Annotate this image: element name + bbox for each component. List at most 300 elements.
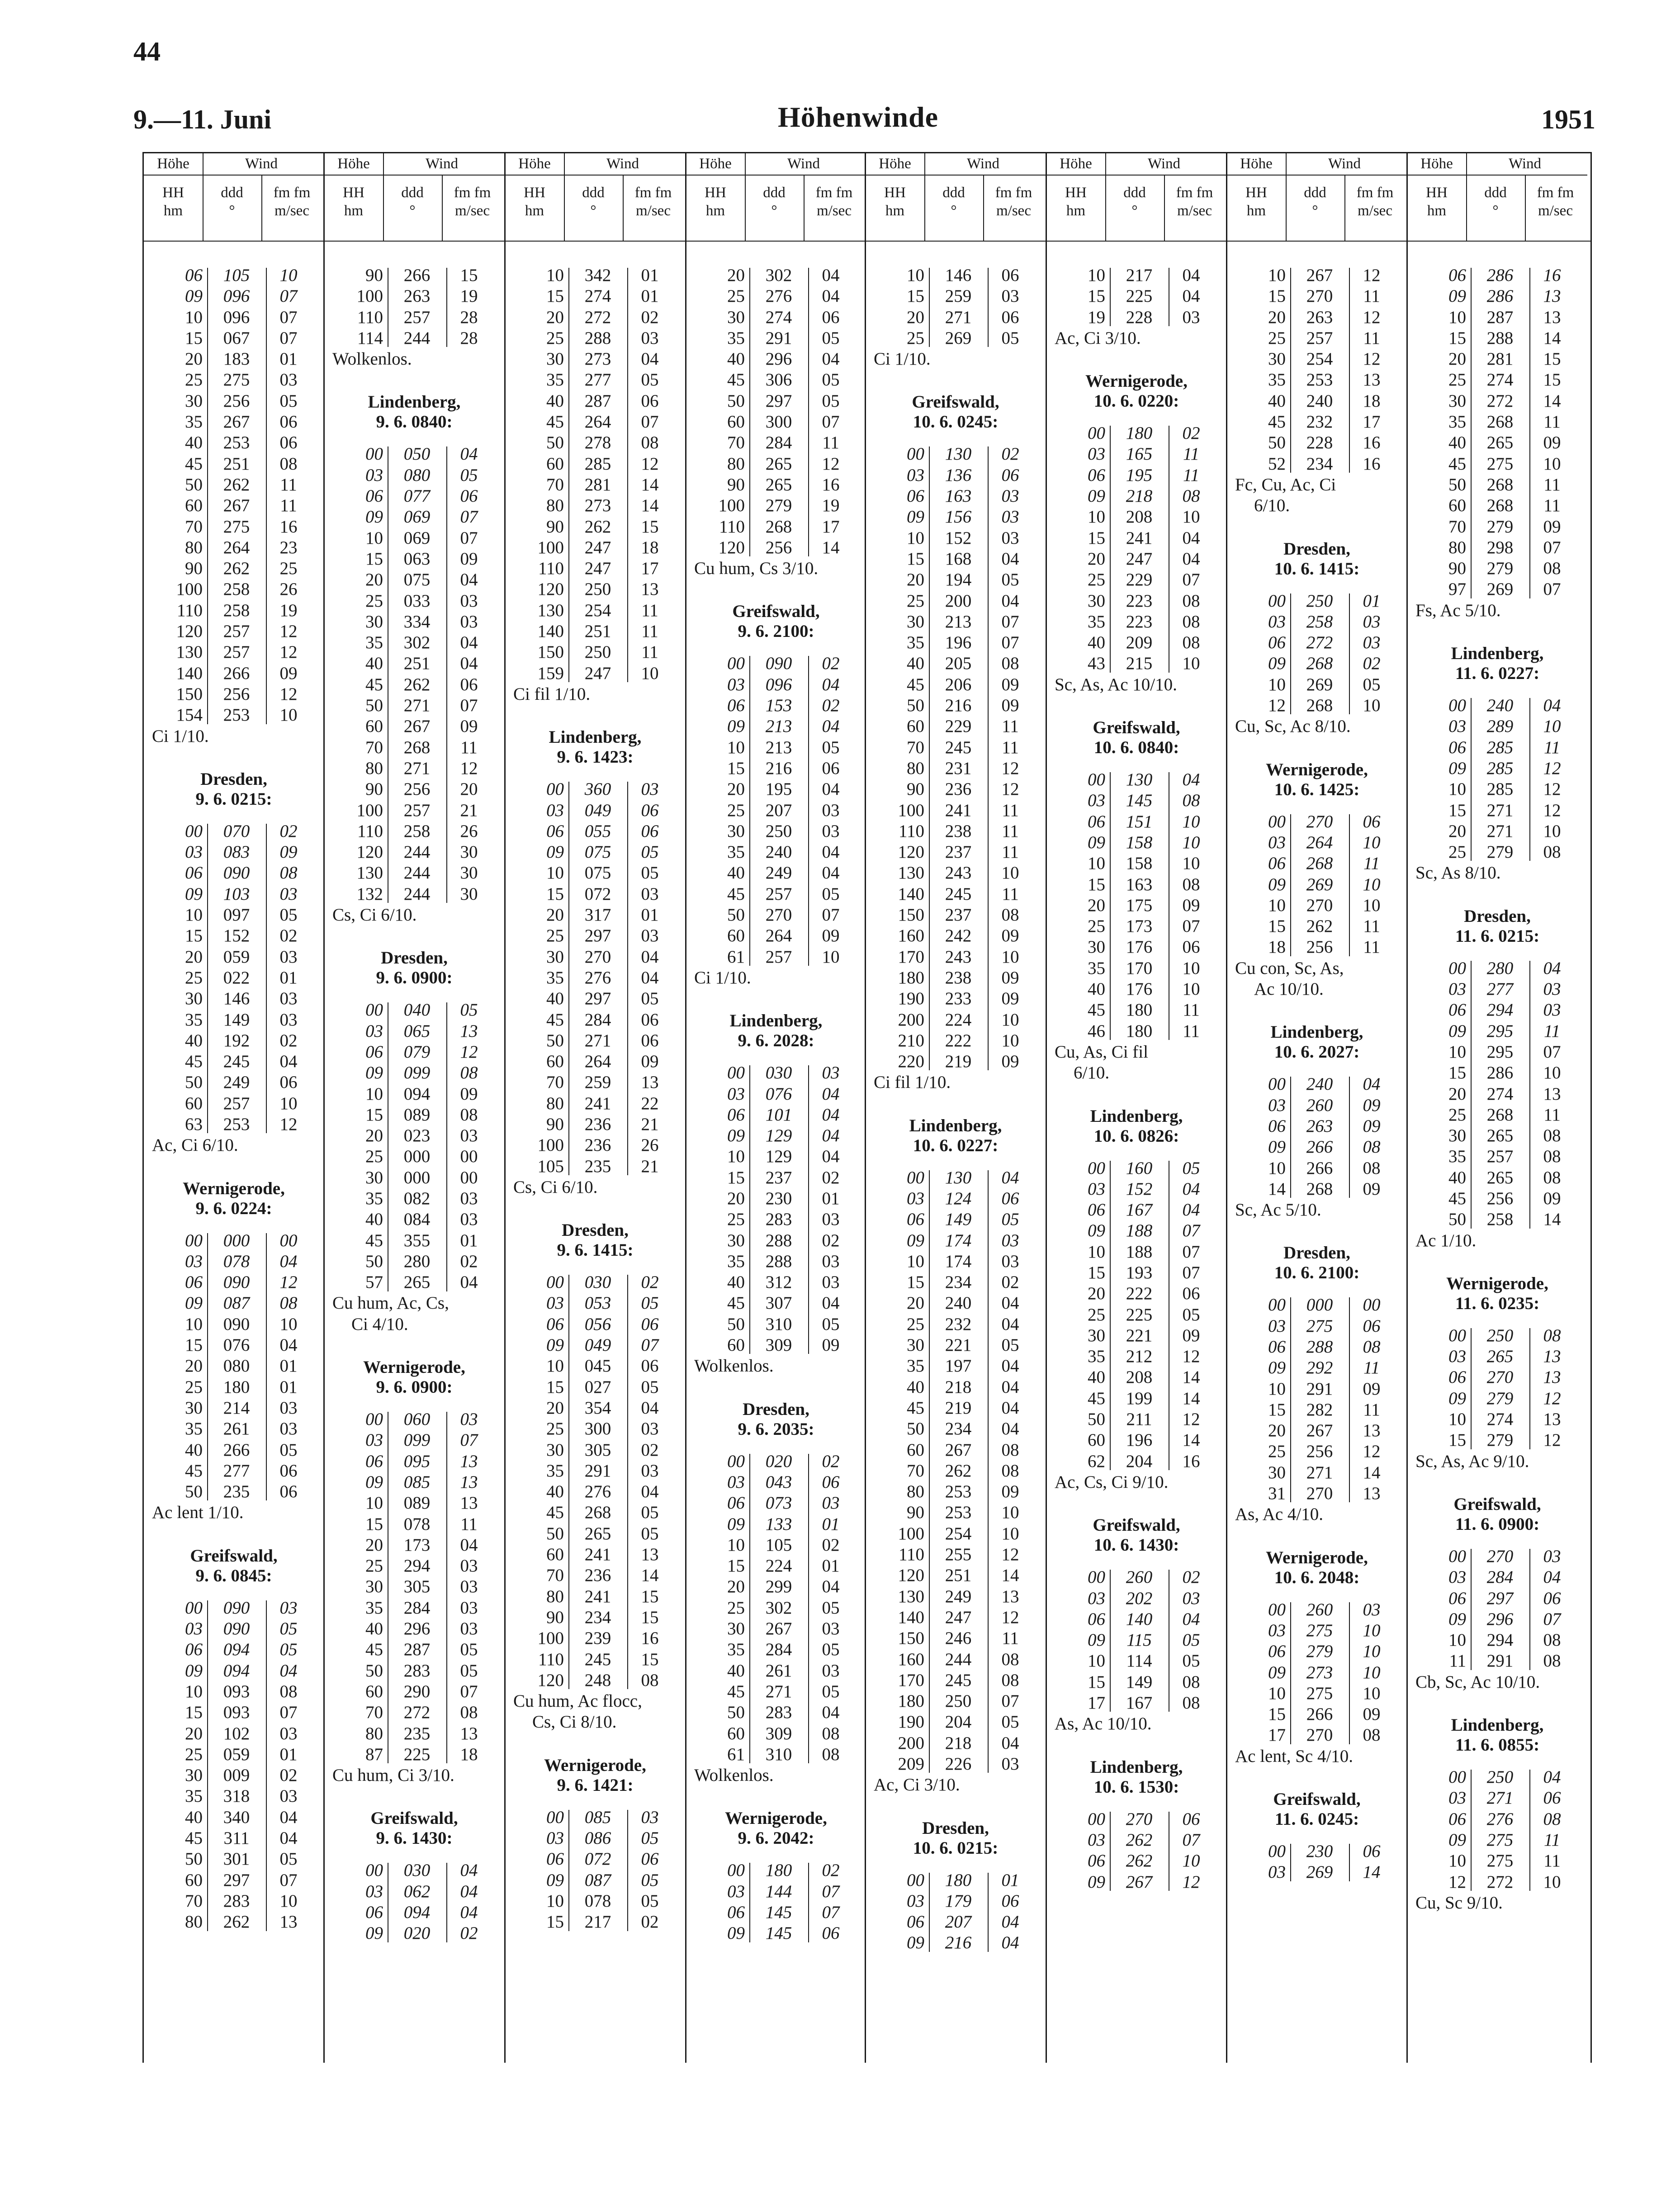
row-divider xyxy=(1290,814,1291,956)
height-value: 40 xyxy=(1268,391,1286,411)
table-row xyxy=(144,1010,324,1030)
height-value: 09 xyxy=(1088,1872,1105,1892)
table-row xyxy=(144,1314,324,1335)
height-value: 100 xyxy=(898,800,924,820)
height-value: 10 xyxy=(1448,307,1466,327)
height-value: 06 xyxy=(185,1272,203,1292)
speed-value: 06 xyxy=(641,1849,659,1869)
table-row xyxy=(1407,1609,1587,1630)
table-row xyxy=(144,1598,324,1619)
height-value: 52 xyxy=(1268,454,1286,474)
direction-value: 309 xyxy=(765,1723,792,1743)
height-value: 30 xyxy=(727,1619,745,1639)
height-value: 10 xyxy=(546,863,564,883)
direction-value: 283 xyxy=(765,1703,792,1723)
table-row xyxy=(866,307,1046,328)
speed-value: 13 xyxy=(1543,1410,1561,1429)
speed-value: 07 xyxy=(1182,1830,1200,1850)
table-row xyxy=(1227,432,1407,453)
row-divider xyxy=(1349,1297,1350,1502)
direction-value: 261 xyxy=(765,1661,792,1680)
height-value: 40 xyxy=(546,989,564,1009)
direction-value: 270 xyxy=(1306,286,1333,306)
row-divider xyxy=(749,1065,750,1354)
speed-value: 04 xyxy=(279,1807,298,1827)
direction-value: 249 xyxy=(765,863,792,883)
table-row xyxy=(1407,1188,1587,1209)
speed-value: 03 xyxy=(1001,507,1019,527)
direction-value: 247 xyxy=(945,1607,972,1627)
direction-value: 070 xyxy=(223,821,250,841)
speed-value: 04 xyxy=(1001,1293,1019,1313)
sounding-time: 10. 6. 0215: xyxy=(913,1838,999,1858)
speed-value: 06 xyxy=(1001,1891,1019,1911)
table-column xyxy=(324,152,504,2063)
height-value: 20 xyxy=(1088,895,1105,915)
height-value: 09 xyxy=(365,1923,383,1943)
row-divider xyxy=(749,656,750,966)
table-row xyxy=(866,653,1046,674)
sounding-time: 9. 6. 1423: xyxy=(557,747,634,767)
sounding-time: 10. 6. 1425: xyxy=(1274,779,1360,799)
height-value: 30 xyxy=(1448,391,1466,411)
height-value: 160 xyxy=(898,1649,924,1669)
table-row xyxy=(324,1702,504,1723)
height-value: 15 xyxy=(1088,286,1105,306)
table-row xyxy=(324,758,504,779)
speed-value: 26 xyxy=(279,579,298,599)
table-row xyxy=(1227,265,1407,286)
direction-value: 270 xyxy=(584,947,611,967)
speed-value: 09 xyxy=(1182,1325,1200,1345)
data-rows xyxy=(144,1598,324,1933)
table-row xyxy=(505,286,685,307)
speed-value: 08 xyxy=(460,1703,478,1723)
speed-value: 00 xyxy=(279,1230,298,1250)
height-value: 35 xyxy=(546,370,564,390)
speed-value: 09 xyxy=(1363,1179,1381,1199)
direction-value: 257 xyxy=(403,800,431,820)
table-row xyxy=(144,432,324,453)
direction-value: 167 xyxy=(1126,1200,1153,1220)
speed-value: 09 xyxy=(1001,696,1019,716)
sounding-block xyxy=(1227,1220,1407,1525)
direction-value: 268 xyxy=(1486,475,1514,494)
direction-value: 216 xyxy=(945,696,972,716)
speed-value: 04 xyxy=(1001,1377,1019,1397)
ddd-label: ddd xyxy=(1123,185,1146,201)
direction-value: 260 xyxy=(1306,1095,1333,1115)
speed-value: 15 xyxy=(641,1586,659,1606)
height-value: 03 xyxy=(185,1251,203,1271)
row-divider xyxy=(1290,1844,1291,1881)
speed-value: 06 xyxy=(279,412,298,432)
direction-value: 307 xyxy=(765,1293,792,1313)
speed-value: 09 xyxy=(460,549,478,569)
speed-value: 05 xyxy=(1182,1305,1200,1324)
direction-value: 180 xyxy=(1126,423,1153,443)
speed-value: 12 xyxy=(1001,1607,1019,1627)
table-row xyxy=(866,968,1046,988)
direction-value: 268 xyxy=(1486,1105,1514,1125)
direction-value: 096 xyxy=(223,286,250,306)
speed-value: 11 xyxy=(1002,821,1019,841)
table-row xyxy=(144,1230,324,1251)
speed-value: 07 xyxy=(460,696,478,716)
table-row xyxy=(324,821,504,842)
speed-value: 06 xyxy=(822,758,840,778)
table-row xyxy=(144,1639,324,1660)
height-value: 06 xyxy=(1088,1851,1105,1871)
speed-value: 08 xyxy=(1182,633,1200,653)
height-value: 06 xyxy=(907,1912,924,1932)
direction-value: 266 xyxy=(223,663,250,683)
direction-value: 180 xyxy=(223,1377,250,1397)
speed-value: 04 xyxy=(1001,1419,1019,1439)
table-row xyxy=(686,370,866,390)
height-value: 40 xyxy=(907,1377,924,1397)
height-value: 25 xyxy=(365,591,383,611)
height-value: 45 xyxy=(727,1681,745,1701)
direction-value: 258 xyxy=(403,821,431,841)
spacer xyxy=(1227,241,1407,265)
cloud-remark: Wolkenlos. xyxy=(694,1356,774,1376)
height-value: 100 xyxy=(718,496,745,516)
header-divider xyxy=(564,152,565,241)
direction-value: 095 xyxy=(403,1451,431,1471)
cloud-remark: Fs, Ac 5/10. xyxy=(1415,600,1501,620)
sounding-block xyxy=(1046,1735,1226,1893)
sounding-time: 9. 6. 1415: xyxy=(557,1240,634,1260)
speed-value: 06 xyxy=(460,674,478,694)
table-row xyxy=(686,349,866,370)
direction-value: 254 xyxy=(584,600,611,620)
table-row xyxy=(686,1681,866,1702)
spacer xyxy=(144,241,324,265)
sounding-time: 11. 6. 0215: xyxy=(1455,926,1540,946)
table-row xyxy=(866,1733,1046,1754)
table-row xyxy=(144,1293,324,1314)
height-value: 35 xyxy=(546,1461,564,1481)
speed-value: 05 xyxy=(279,1640,298,1660)
table-row xyxy=(144,579,324,600)
table-row xyxy=(505,1524,685,1544)
speed-value: 12 xyxy=(1543,800,1561,820)
height-value: 46 xyxy=(1088,1021,1105,1041)
speed-value: 11 xyxy=(1543,1021,1561,1041)
table-row xyxy=(1407,432,1587,453)
height-value: 40 xyxy=(546,1482,564,1502)
height-value: 35 xyxy=(1448,1147,1466,1167)
speed-value: 02 xyxy=(279,821,298,841)
height-value: 120 xyxy=(718,537,745,557)
height-value: 45 xyxy=(185,1461,203,1481)
height-value: 00 xyxy=(1448,696,1466,716)
block-gap xyxy=(505,1795,685,1807)
hoehe-label: Höhe xyxy=(518,156,551,172)
speed-value: 18 xyxy=(641,537,659,557)
direction-value: 240 xyxy=(945,1293,972,1313)
direction-value: 271 xyxy=(765,1681,792,1701)
speed-value: 04 xyxy=(460,1903,478,1922)
table-row xyxy=(1407,1630,1587,1651)
table-row xyxy=(1407,821,1587,842)
table-row xyxy=(144,370,324,390)
direction-value: 251 xyxy=(403,654,431,674)
height-value: 70 xyxy=(1448,517,1466,536)
table-row xyxy=(686,1639,866,1660)
sounding-time: 11. 6. 0245: xyxy=(1274,1809,1359,1829)
row-divider xyxy=(1290,1297,1291,1502)
speed-value: 08 xyxy=(1182,612,1200,631)
direction-value: 242 xyxy=(945,926,972,946)
speed-value: 07 xyxy=(460,1430,478,1450)
column-header xyxy=(144,152,324,241)
table-row xyxy=(1227,1600,1407,1620)
block-gap xyxy=(1046,411,1226,423)
row-divider xyxy=(446,1002,447,1291)
row-divider xyxy=(749,1454,750,1764)
block-gap xyxy=(1407,1314,1587,1325)
height-value: 30 xyxy=(185,1766,203,1785)
table-row xyxy=(1407,737,1587,758)
speed-value: 05 xyxy=(641,1891,659,1911)
direction-value: 268 xyxy=(403,737,431,757)
direction-value: 292 xyxy=(1306,1358,1333,1378)
row-divider xyxy=(568,1810,569,1931)
table-row xyxy=(866,1293,1046,1314)
speed-value: 10 xyxy=(279,1891,298,1911)
direction-value: 257 xyxy=(223,622,250,641)
height-value: 35 xyxy=(365,1598,383,1618)
direction-value: 240 xyxy=(1306,391,1333,411)
height-value: 60 xyxy=(1448,496,1466,516)
sounding-time: 10. 6. 2027: xyxy=(1274,1042,1360,1062)
direction-value: 219 xyxy=(945,1398,972,1418)
direction-value: 271 xyxy=(1486,821,1514,841)
height-value: 03 xyxy=(1448,1567,1466,1587)
header-divider xyxy=(383,152,384,241)
data-rows xyxy=(1046,265,1226,328)
table-row xyxy=(866,1870,1046,1891)
table-row xyxy=(686,821,866,842)
speed-value: 04 xyxy=(1363,1074,1381,1094)
direction-value: 287 xyxy=(584,391,611,411)
direction-value: 179 xyxy=(945,1891,972,1911)
sounding-block xyxy=(505,1733,685,1933)
table-row xyxy=(686,412,866,432)
sounding-block xyxy=(1407,1472,1587,1693)
direction-value: 218 xyxy=(945,1733,972,1753)
direction-value: 288 xyxy=(584,328,611,348)
hh-label: HH xyxy=(884,185,906,201)
speed-value: 04 xyxy=(641,349,659,369)
height-value: 17 xyxy=(1268,1725,1286,1745)
speed-value: 06 xyxy=(822,1923,840,1943)
height-value: 40 xyxy=(185,1030,203,1050)
table-row xyxy=(866,779,1046,800)
height-value: 03 xyxy=(1088,444,1105,464)
height-value: 30 xyxy=(1268,349,1286,369)
height-value: 03 xyxy=(1088,1588,1105,1608)
direction-value: 265 xyxy=(1486,433,1514,453)
data-rows xyxy=(1046,769,1226,1042)
height-value: 110 xyxy=(719,517,745,536)
sounding-block xyxy=(1407,1251,1587,1472)
height-value: 100 xyxy=(356,286,383,306)
speed-value: 05 xyxy=(279,1849,298,1869)
height-value: 60 xyxy=(1088,1430,1105,1450)
height-value: 45 xyxy=(185,1052,203,1072)
height-value: 130 xyxy=(898,863,924,883)
table-column xyxy=(1046,152,1226,2063)
direction-value: 000 xyxy=(1306,1295,1333,1315)
height-value: 50 xyxy=(1448,1210,1466,1229)
height-value: 45 xyxy=(1448,454,1466,474)
table-row xyxy=(686,1335,866,1356)
speed-value: 02 xyxy=(641,1912,659,1932)
sounding-block xyxy=(1407,621,1587,884)
height-value: 35 xyxy=(365,633,383,653)
height-value: 10 xyxy=(907,266,924,285)
speed-value: 09 xyxy=(1363,1095,1381,1115)
speed-value: 02 xyxy=(641,1440,659,1460)
row-divider xyxy=(207,1233,208,1501)
block-gap xyxy=(866,1858,1046,1870)
height-value: 80 xyxy=(907,758,924,778)
row-divider xyxy=(929,1170,930,1773)
table-row xyxy=(324,674,504,695)
direction-value: 069 xyxy=(403,507,431,527)
height-value: 80 xyxy=(727,454,745,474)
table-row xyxy=(1227,1641,1407,1662)
row-divider xyxy=(1529,961,1530,1229)
sounding-block xyxy=(1227,265,1407,517)
row-divider xyxy=(808,1065,809,1354)
station-name: Greifswald, xyxy=(912,392,999,412)
speed-value: 12 xyxy=(279,622,298,641)
direction-value: 238 xyxy=(945,968,972,987)
hm-label: hm xyxy=(163,203,183,219)
header-divider xyxy=(442,175,443,241)
table-row xyxy=(1046,769,1226,790)
direction-value: 279 xyxy=(1486,559,1514,579)
sounding-block xyxy=(686,1786,866,1944)
speed-value: 09 xyxy=(1001,674,1019,694)
speed-value: 04 xyxy=(1001,1398,1019,1418)
speed-value: 11 xyxy=(280,475,297,494)
height-value: 17 xyxy=(1088,1693,1105,1713)
height-value: 06 xyxy=(1268,1642,1286,1661)
height-value: 15 xyxy=(546,884,564,904)
hoehe-label: Höhe xyxy=(157,156,189,172)
direction-value: 285 xyxy=(584,454,611,474)
table-row xyxy=(686,1063,866,1083)
direction-value: 216 xyxy=(765,758,792,778)
direction-value: 072 xyxy=(584,1849,611,1869)
height-value: 03 xyxy=(1088,1179,1105,1199)
row-divider xyxy=(929,1873,930,1952)
table-row xyxy=(866,1030,1046,1051)
row-divider xyxy=(266,268,267,724)
height-value: 87 xyxy=(365,1744,383,1764)
table-row xyxy=(1227,895,1407,916)
direction-value: 284 xyxy=(765,1640,792,1660)
table-row xyxy=(505,307,685,328)
data-rows xyxy=(1046,1158,1226,1472)
height-value: 50 xyxy=(546,1030,564,1050)
row-divider xyxy=(266,1233,267,1501)
speed-value: 13 xyxy=(1363,1421,1381,1441)
height-value: 03 xyxy=(727,1084,745,1104)
cloud-remark: Cs, Ci 8/10. xyxy=(532,1712,617,1732)
height-value: 15 xyxy=(1268,286,1286,306)
sounding-block xyxy=(866,1796,1046,1954)
direction-value: 276 xyxy=(584,1482,611,1502)
direction-value: 151 xyxy=(1126,812,1153,831)
direction-value: 129 xyxy=(765,1147,792,1167)
table-row xyxy=(505,1030,685,1051)
direction-value: 270 xyxy=(1486,1546,1514,1566)
height-value: 00 xyxy=(727,1063,745,1083)
height-value: 03 xyxy=(546,1293,564,1313)
table-row xyxy=(686,454,866,475)
direction-value: 236 xyxy=(945,779,972,799)
height-value: 150 xyxy=(176,684,203,704)
height-value: 50 xyxy=(1088,1410,1105,1429)
station-name: Lindenberg, xyxy=(368,392,461,412)
cloud-remark: Ac, Cs, Ci 9/10. xyxy=(1055,1472,1169,1492)
height-value: 06 xyxy=(546,821,564,841)
cloud-remark: Cu hum, Ac flocc, xyxy=(513,1691,642,1711)
height-value: 09 xyxy=(185,286,203,306)
direction-value: 180 xyxy=(945,1870,972,1890)
height-value: 30 xyxy=(907,612,924,631)
height-value: 90 xyxy=(907,1503,924,1523)
speed-value: 03 xyxy=(822,1661,840,1680)
cloud-remark: Wolkenlos. xyxy=(694,1766,774,1785)
table-row xyxy=(324,1209,504,1230)
row-divider xyxy=(1349,1844,1350,1881)
table-row xyxy=(866,1502,1046,1523)
height-value: 130 xyxy=(176,642,203,662)
speed-value: 01 xyxy=(1001,1870,1019,1890)
msec-label: m/sec xyxy=(1538,203,1573,219)
speed-value: 03 xyxy=(641,884,659,904)
table-row xyxy=(505,842,685,863)
height-value: 00 xyxy=(1088,1809,1105,1829)
block-gap xyxy=(1046,1797,1226,1809)
height-value: 03 xyxy=(365,1430,383,1450)
table-row xyxy=(505,1072,685,1093)
height-value: 10 xyxy=(185,307,203,327)
speed-value: 09 xyxy=(1001,968,1019,987)
speed-value: 13 xyxy=(1543,1347,1561,1367)
height-value: 15 xyxy=(727,758,745,778)
speed-value: 05 xyxy=(822,1681,840,1701)
direction-value: 297 xyxy=(584,926,611,946)
direction-value: 163 xyxy=(945,486,972,506)
speed-value: 04 xyxy=(822,1084,840,1104)
height-value: 45 xyxy=(546,1010,564,1030)
hm-label: hm xyxy=(1066,203,1086,219)
hoehe-label: Höhe xyxy=(1240,156,1273,172)
speed-value: 15 xyxy=(641,1607,659,1627)
speed-value: 26 xyxy=(460,821,478,841)
table-row xyxy=(505,1912,685,1932)
table-row xyxy=(144,558,324,579)
table-row xyxy=(1407,1325,1587,1346)
